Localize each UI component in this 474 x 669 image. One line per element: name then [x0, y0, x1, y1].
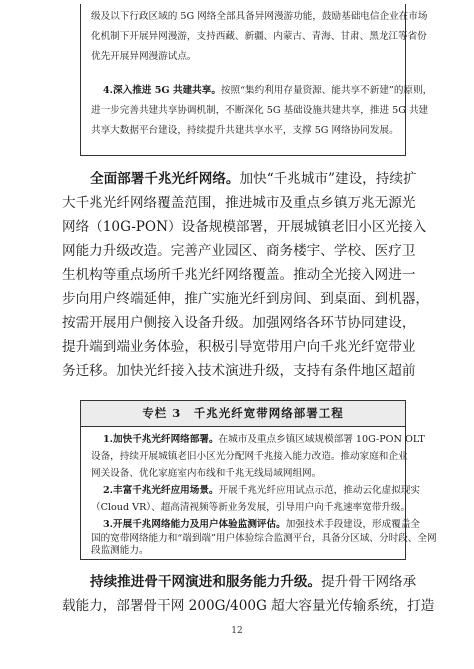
body-text-line: 生机构等重点场所千兆光纤网络覆盖。推动全光接入网进一: [62, 267, 416, 283]
column-box-top: [80, 4, 433, 156]
item-text: 在城市及重点乡镇区域规模部署 10G-PON OLT: [218, 434, 425, 445]
body-text-line: 提升端到端业务体验，积极引导宽带用户向千兆光纤宽带业: [62, 339, 416, 355]
paragraph-text: 提升骨干网络承: [321, 574, 417, 590]
item-text: 按照“集约利用存量资源、能共享不新建”的原则，: [220, 85, 433, 96]
body-paragraph-first-line: [90, 169, 417, 189]
item-text: 加强技术手段建设，形成覆盖全: [285, 519, 421, 530]
box-text-line: 级及以下行政区域的 5G 网络全部具备异网漫游功能，鼓励基础电信企业在市场: [91, 11, 428, 22]
box-text-line: 段监测能力。: [91, 545, 149, 556]
box-item-line: [103, 84, 433, 98]
box-text-line: 进一步完善共建共享协调机制，不断深化 5G 基础设施共建共享，推进 5G 共建: [91, 105, 429, 116]
paragraph-heading: 全面部署千兆光纤网络。: [90, 171, 240, 187]
item-heading: 2.丰富千兆光纤应用场景。: [103, 485, 219, 496]
body-text-line: 步向用户终端延伸，推广实施光纤到房间、到桌面、到机器，: [62, 291, 430, 307]
box-item-line: [103, 518, 421, 532]
page-number: 12: [231, 626, 243, 636]
box-text-line: 设备，持续开展城镇老旧小区光分配网千兆接入能力改造。推动家庭和企业: [91, 451, 408, 462]
body-text-line: 网能力升级改造。完善产业园区、商务楼宇、学校、医疗卫: [62, 243, 416, 259]
item-heading: 4.深入推进 5G 共建共享。: [103, 85, 221, 96]
box-text-line: （Cloud VR）、超高清视频等新业务发展，引导用户向千兆速率宽带升级。: [91, 502, 411, 513]
body-text-line: 按需开展用户侧接入设备升级。加强网络各环节协同建设，: [62, 315, 416, 331]
box-text-line: 网关设备、优化家庭室内布线和千兆无线局域网组网。: [91, 468, 322, 479]
paragraph-heading: 持续推进骨干网演进和服务能力升级。: [90, 574, 322, 590]
item-heading: 3.开展千兆网络能力及用户体验监测评估。: [103, 519, 286, 530]
box-text-line: 化机制下开展异网漫游，支持西藏、新疆、内蒙古、青海、甘肃、黑龙江等省份: [91, 31, 427, 42]
box-text-line: 优先开展异网漫游试点。: [91, 51, 197, 62]
body-text-line: 网络（10G-PON）设备规模部署，开展城镇老旧小区光接入: [62, 219, 427, 235]
body-text-line: 载能力，部署骨干网 200G/400G 超大容量光传输系统，打造: [62, 598, 435, 614]
paragraph-text: 加快“千兆城市”建设，持续扩: [239, 171, 417, 187]
body-text-line: 务迁移。加快光纤接入技术演进升级，支持有条件地区超前: [62, 363, 416, 379]
body-paragraph-first-line: [90, 572, 417, 592]
box-text-line: 国的宽带网络能力和“端到端”用户体验综合监测平台，具备分区域、分时段、全网: [91, 533, 437, 544]
item-text: 开展千兆光纤应用试点示范，推动云化虚拟现实: [218, 485, 421, 496]
box-item-line: [103, 433, 425, 447]
item-heading: 1.加快千兆光纤网络部署。: [103, 434, 219, 445]
box-text-line: 共享大数据平台建设，持续提升共建共享水平，支撑 5G 网络协同发展。: [91, 125, 399, 136]
box-item-line: [103, 484, 421, 498]
body-text-line: 大千兆光纤网络覆盖范围，推进城市及重点乡镇万兆无源光: [62, 195, 416, 211]
column-box-3: [80, 400, 437, 560]
column-title: 专栏 3 千兆光纤宽带网络部署工程: [81, 401, 405, 427]
